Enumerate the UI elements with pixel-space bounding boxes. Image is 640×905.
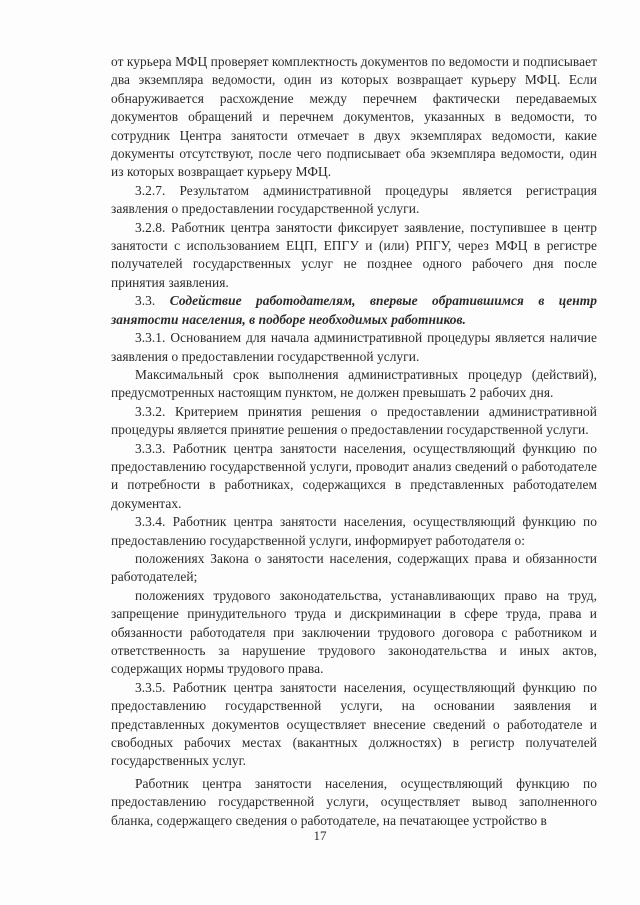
section-number: 3.3. [135,293,156,309]
section-heading [111,292,597,329]
paragraph: 3.3.3. Работник центра занятости населения, осуществляющий функцию по предоставлению государственной услуги, проводит анализ сведений о работодателе и потребности в работниках, содержащихся в представленных работодателем документах. [111,440,597,511]
document-body [111,53,597,830]
paragraph: от курьера МФЦ проверяет комплектность документов по ведомости и подписывает два экземпляра ведомости, один из которых возвращает курьеру МФЦ. Если обнаруживается расхождение между перечнем фактически передаваемых документов обращений и перечнем документов, указанных в ведомости, то сотрудник Центра занятости отмечает в двух экземплярах ведомости, какие документы отсутствуют, после чего подписывает оба экземпляра ведомости, один из которых возвращает курьеру МФЦ. [111,54,597,180]
paragraph: 3.3.4. Работник центра занятости населения, осуществляющий функцию по предоставлению государственной услуги, информирует работодателя о: [111,514,597,548]
paragraph: 3.3.2. Критерием принятия решения о предоставлении административной процедуры является принятие решения о предоставлении государственной услуги. [111,403,597,438]
paragraph: 3.3.5. Работник центра занятости населения, осуществляющий функцию по предоставлению государственной услуги, на основании заявления и представленных документов осуществляет внесение сведений о работодателе и свободных рабочих местах (вакантных должностях) в регистр получателей государственных услуг. [111,679,597,769]
paragraph: положениях трудового законодательства, устанавливающих право на труд, запрещение принудительного труда и дискриминации в сфере труда, права и обязанности работодателя при заключении трудового договора с работником и ответственность за нарушение трудового законодательства и иных актов, содержащих нормы трудового права. [111,587,597,677]
paragraph: 3.2.8. Работник центра занятости фиксирует заявление, поступившее в центр занятости с использованием ЕЦП, ЕПГУ и (или) РПГУ, через МФЦ в регистре получателей государственных услуг не позднее одного рабочего дня после принятия заявления. [111,219,597,290]
paragraph: Работник центра занятости населения, осуществляющий функцию по предоставлению государственной услуги, осуществляет вывод заполненного бланка, содержащего сведения о работодателе, на печатающее устройство в [111,775,597,828]
paragraph: Максимальный срок выполнения административных процедур (действий), предусмотренных настоящим пунктом, не должен превышать 2 рабочих дня. [111,366,597,401]
paragraph: 3.3.1. Основанием для начала административной процедуры является наличие заявления о предоставлении государственной услуги. [111,330,597,364]
paragraph: положениях Закона о занятости населения, содержащих права и обязанности работодателей; [111,550,597,585]
paragraph: 3.2.7. Результатом административной процедуры является регистрация заявления о предоставлении государственной услуги. [111,182,597,217]
page-number: 17 [313,828,327,843]
section-title: Содействие работодателям, впервые обратившимся в центр занятости населения, в подборе необходимых работников. [111,293,597,327]
